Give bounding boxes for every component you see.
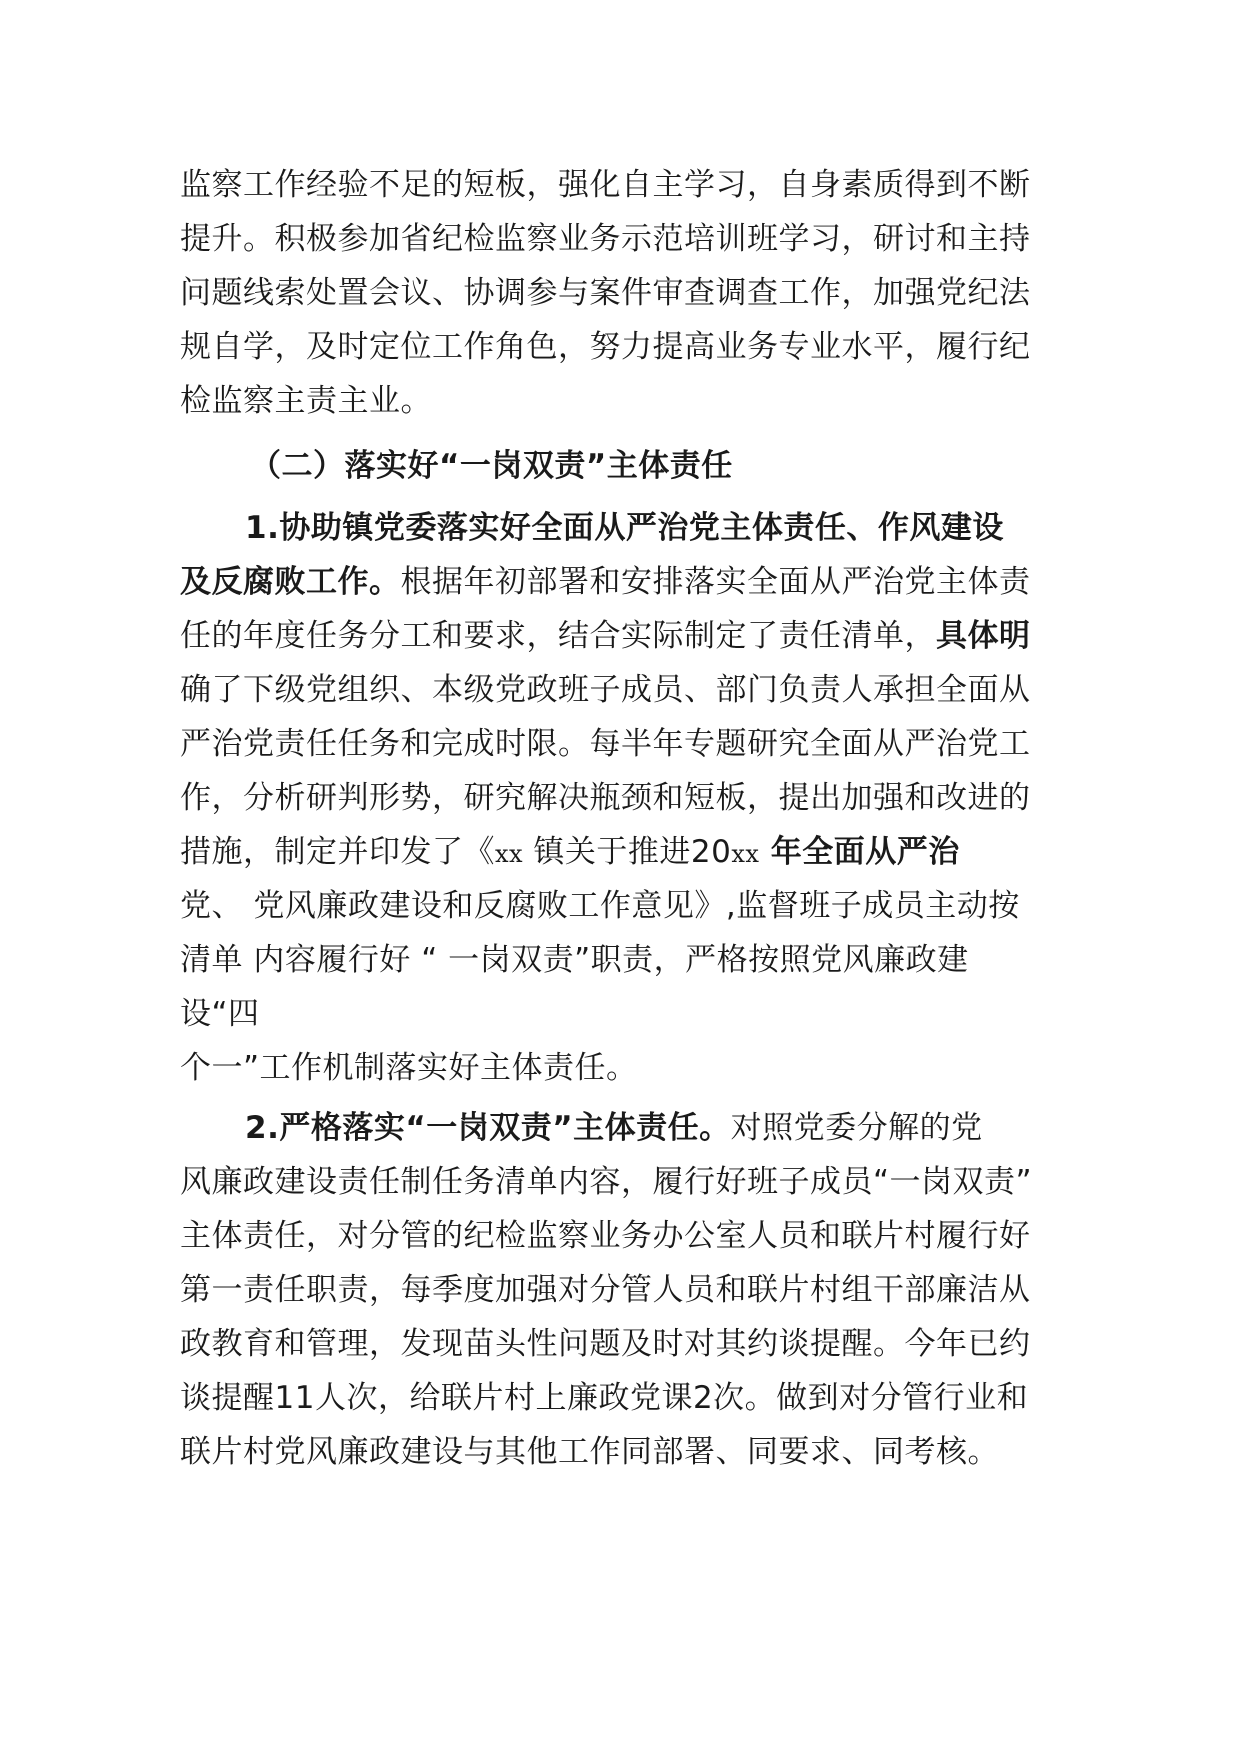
item2-line-1-text: 对照党委分解的党 xyxy=(730,1110,983,1146)
section-heading: （二）落实好“一岗双责”主体责任 xyxy=(250,448,733,484)
item1-line-7-a: 措施，制定并印发了《 xyxy=(180,834,495,870)
item1-title-end: 及反腐败工作。 xyxy=(180,564,401,600)
item1-placeholder-xx-1: xx xyxy=(495,840,524,868)
item2-line-2: 风廉政建设责任制任务清单内容，履行好班子成员“一岗双责” xyxy=(180,1164,1033,1200)
item1-line-3-bold: 具体明 xyxy=(936,618,1031,654)
item1-line-8: 党、 党风廉政建设和反腐败工作意见》,监督班子成员主动按 xyxy=(180,888,1020,924)
item1-line-11: 个一”工作机制落实好主体责任。 xyxy=(180,1050,638,1086)
item2-line-5: 政教育和管理，发现苗头性问题及时对其约谈提醒。今年已约 xyxy=(180,1326,1031,1362)
item1-line-7-c: 年全面从严治 xyxy=(759,834,960,870)
item2-line-3: 主体责任，对分管的纪检监察业务办公室人员和联片村履行好 xyxy=(180,1218,1031,1254)
para1-line-2: 提升。积极参加省纪检监察业务示范培训班学习，研讨和主持 xyxy=(180,221,1031,257)
item1-line-4: 确了下级党组织、本级党政班子成员、部门负责人承担全面从 xyxy=(180,672,1031,708)
item1-line-7-b: 镇关于推进20 xyxy=(523,834,732,870)
item1-line-2-text: 根据年初部署和安排落实全面从严治党主体责 xyxy=(400,564,1031,600)
para1-line-1: 监察工作经验不足的短板，强化自主学习，自身素质得到不断 xyxy=(180,167,1031,203)
item1-line-3 xyxy=(180,616,1031,656)
item1-line-9: 清单 内容履行好 “ 一岗双责”职责，严格按照党风廉政建 xyxy=(180,942,969,978)
para1-line-4: 规自学，及时定位工作角色，努力提高业务专业水平，履行纪 xyxy=(180,329,1031,365)
item1-line-10: 设“四 xyxy=(180,996,260,1032)
item1-placeholder-xx-2: xx xyxy=(731,840,760,868)
para1-line-5: 检监察主责主业。 xyxy=(180,383,432,419)
item2-line-7: 联片村党风廉政建设与其他工作同部署、同要求、同考核。 xyxy=(180,1434,999,1470)
para1-line-3: 问题线索处置会议、协调参与案件审查调查工作，加强党纪法 xyxy=(180,275,1031,311)
item2-line-4: 第一责任职责，每季度加强对分管人员和联片村组干部廉洁从 xyxy=(180,1272,1031,1308)
item1-line-6: 作，分析研判形势，研究解决瓶颈和短板，提出加强和改进的 xyxy=(180,780,1031,816)
item2-title: 2.严格落实“一岗双责”主体责任。 xyxy=(245,1110,731,1146)
item2-line-6: 谈提醒11人次，给联片村上廉政党课2次。做到对分管行业和 xyxy=(180,1380,1029,1416)
item1-line-3-text: 任的年度任务分工和要求，结合实际制定了责任清单， xyxy=(180,618,936,654)
item1-line-2 xyxy=(180,562,1031,602)
item2-line-1 xyxy=(245,1108,983,1148)
item1-line-5: 严治党责任任务和完成时限。每半年专题研究全面从严治党工 xyxy=(180,726,1031,762)
item1-line-1: 1.协助镇党委落实好全面从严治党主体责任、作风建设 xyxy=(245,510,1004,546)
item1-line-7 xyxy=(180,832,960,874)
